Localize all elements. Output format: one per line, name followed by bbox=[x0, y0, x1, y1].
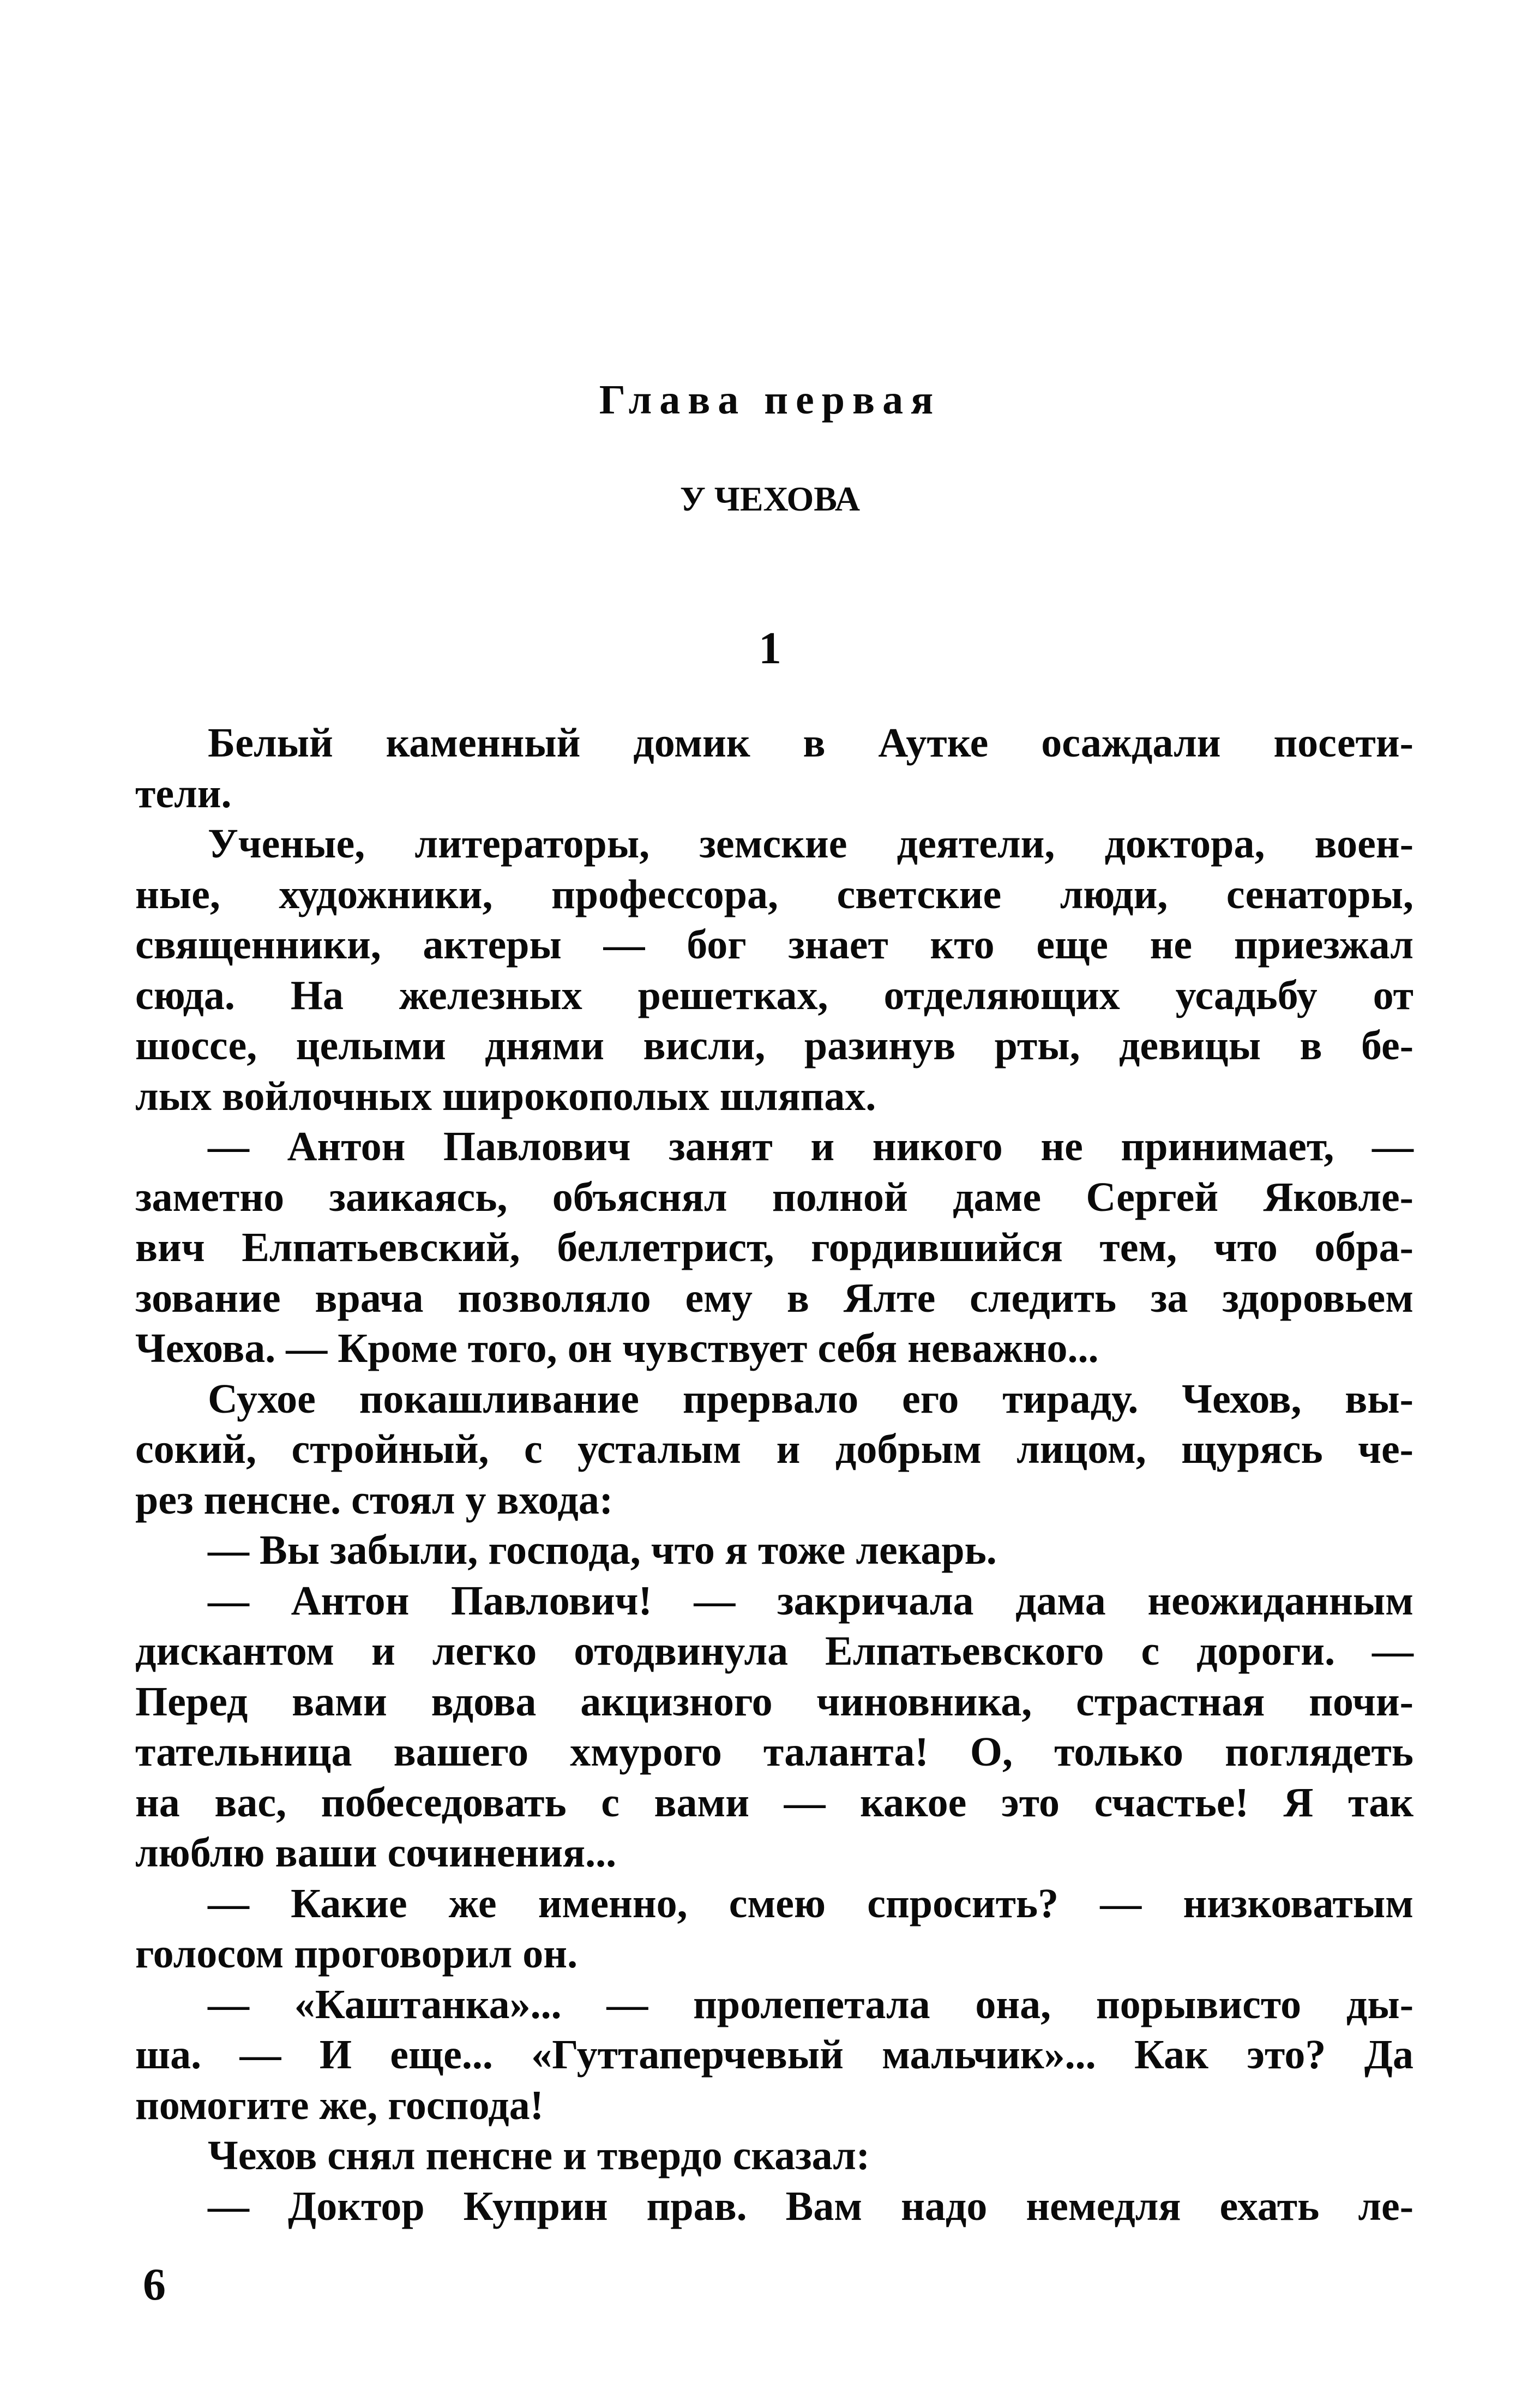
paragraph bbox=[135, 819, 1413, 1121]
paragraph bbox=[135, 1878, 1413, 1979]
page-number: 6 bbox=[143, 2259, 166, 2310]
paragraph bbox=[135, 1576, 1413, 1878]
text-line: тели. bbox=[135, 770, 232, 817]
text-line: — Антон Павлович! — закричала дама неожиданным bbox=[208, 1577, 1413, 1624]
text-line: помогите же, господа! bbox=[135, 2082, 544, 2128]
text-line: — «Каштанка»... — пролепетала она, порывисто ды- bbox=[208, 1981, 1413, 2027]
text-line: ша. — И еще... «Гуттаперчевый мальчик»... Как это? Да bbox=[135, 2032, 1413, 2078]
chapter-heading: Глава первая bbox=[599, 377, 941, 423]
text-line: Белый каменный домик в Аутке осаждали посети- bbox=[208, 720, 1413, 766]
text-line: люблю ваши сочинения... bbox=[135, 1830, 617, 1876]
paragraph bbox=[135, 2181, 1413, 2232]
text-line: сокий, стройный, с усталым и добрым лицом, щурясь че- bbox=[135, 1426, 1413, 1472]
paragraph bbox=[135, 718, 1413, 819]
text-line: Чехова. — Кроме того, он чувствует себя неважно... bbox=[135, 1325, 1099, 1371]
body-text bbox=[135, 718, 1413, 2231]
text-line: Перед вами вдова акцизного чиновника, страстная почи- bbox=[135, 1678, 1413, 1725]
text-line: голосом проговорил он. bbox=[135, 1931, 578, 1977]
paragraph bbox=[135, 1979, 1413, 2131]
paragraph bbox=[135, 1525, 1413, 1576]
chapter-title: У ЧЕХОВА bbox=[679, 479, 861, 518]
text-line: рез пенсне. стоял у входа: bbox=[135, 1476, 613, 1523]
text-line: — Какие же именно, смею спросить? — низковатым bbox=[208, 1880, 1413, 1926]
text-line: тательница вашего хмурого таланта! О, только поглядеть bbox=[135, 1729, 1413, 1775]
text-line: шоссе, целыми днями висли, разинув рты, девицы в бе- bbox=[135, 1023, 1413, 1069]
text-line: священники, актеры — бог знает кто еще не приезжал bbox=[135, 922, 1413, 968]
section-number: 1 bbox=[759, 623, 781, 674]
text-line: дискантом и легко отодвинула Елпатьевского с дороги. — bbox=[135, 1628, 1413, 1674]
text-line: заметно заикаясь, объяснял полной даме Сергей Яковле- bbox=[135, 1174, 1413, 1220]
text-line: ные, художники, профессора, светские люди, сенаторы, bbox=[135, 871, 1413, 917]
text-line: сюда. На железных решетках, отделяющих усадьбу от bbox=[135, 972, 1413, 1018]
text-line: Чехов снял пенсне и твердо сказал: bbox=[208, 2133, 870, 2178]
text-line: — Антон Павлович занят и никого не принимает, — bbox=[208, 1124, 1413, 1169]
text-line: вич Елпатьевский, беллетрист, гордившийся тем, что обра- bbox=[135, 1224, 1413, 1270]
text-line: лых войлочных широкополых шляпах. bbox=[135, 1073, 876, 1119]
paragraph bbox=[135, 1374, 1413, 1526]
text-line: Сухое покашливание прервало его тираду. Чехов, вы- bbox=[208, 1376, 1413, 1422]
text-line: — Вы забыли, господа, что я тоже лекарь. bbox=[208, 1527, 997, 1573]
text-line: Ученые, литераторы, земские деятели, доктора, воен- bbox=[208, 821, 1413, 867]
paragraph bbox=[135, 1121, 1413, 1374]
text-line: зование врача позволяло ему в Ялте следить за здоровьем bbox=[135, 1275, 1413, 1321]
text-line: на вас, побеседовать с вами — какое это счастье! Я так bbox=[135, 1779, 1413, 1826]
paragraph bbox=[135, 2130, 1413, 2181]
text-line: — Доктор Куприн прав. Вам надо немедля ехать ле- bbox=[208, 2183, 1413, 2229]
